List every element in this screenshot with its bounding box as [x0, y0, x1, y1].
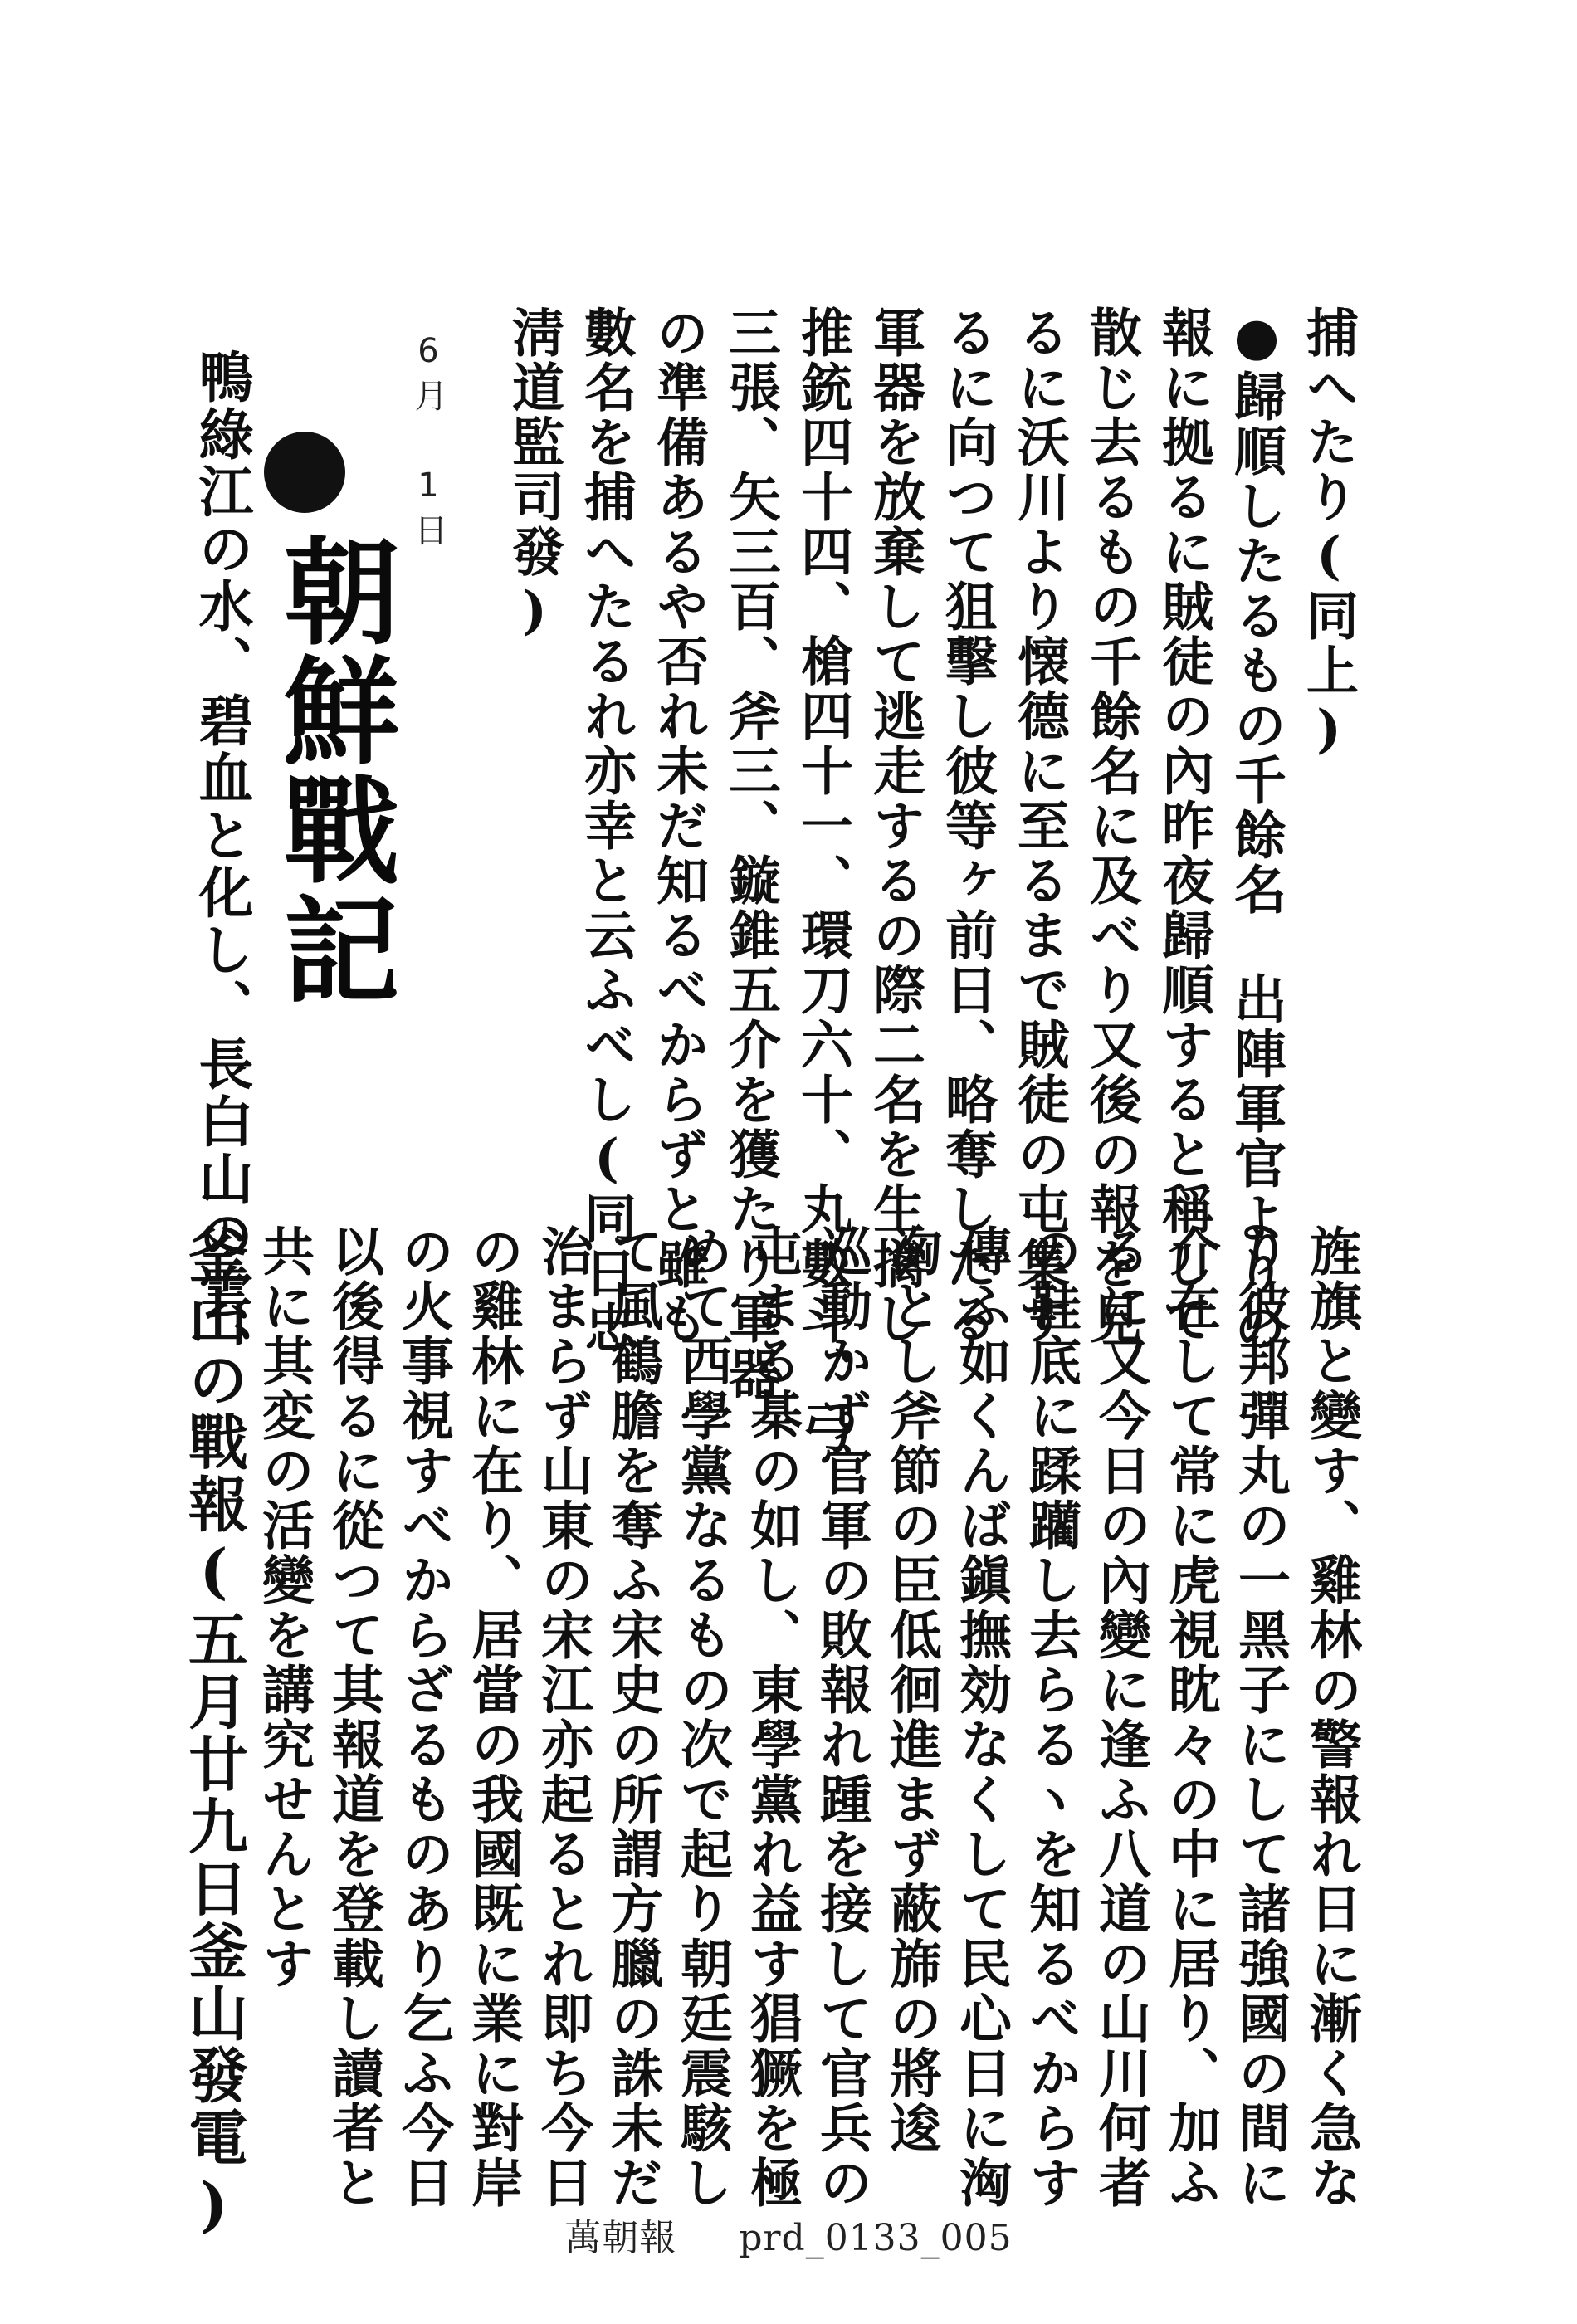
article-top-column: 三張、矢三百、斧三、鏇錐五介を獲たり軍器 — [720, 305, 782, 1401]
article-top-column: 捕へたり(同上) — [1298, 305, 1360, 762]
article-top-column: 散じ去るもの千餘名に及べり又後の報を見 — [1081, 305, 1143, 1346]
article-top-column: の準備あるや否れ未だ知るべからずと雖も — [648, 305, 710, 1346]
page-footer — [0, 2208, 1577, 2261]
article-bottom-column: り彼邦彈丸の一黑子にして諸強國の間に — [1230, 1224, 1291, 2210]
bullet-icon — [264, 432, 345, 513]
article-bottom-column: 治まらず山東の宋江亦起るとれ即ち今日 — [533, 1224, 594, 2210]
article-bottom-column: の鞋底に蹂躪し去らるヽを知るべからす — [1021, 1224, 1082, 2210]
article-top-column: るに沃川より懐德に至るまで賊徒の屯集す — [1009, 305, 1071, 1346]
article-bottom-column: 傳ふ如くんば鎭撫効なくして民心日に洶 — [951, 1224, 1013, 2210]
article-top-column: 軍器を放棄して逃走するの際二名を生擒し — [865, 305, 926, 1346]
article-top-column: ●歸順したるもの千餘名 出陣軍官よりの — [1226, 305, 1287, 1355]
publication-name: 萬朝報 — [564, 2217, 677, 2259]
headline: 朝鮮戰記 — [264, 531, 400, 1009]
subtitle: 鴨綠江の水、碧血と化し、長白山の雲、 — [189, 349, 254, 1379]
article-top-column: 推銃四十四、槍四十一、環刀六十、丸數斗、弓 — [793, 305, 854, 1456]
article-top-column: るに向つて狙擊し彼等ヶ前日、略奪したる — [937, 305, 998, 1346]
article-bottom-column: 介在して常に虎視眈々の中に居り、加ふ — [1160, 1224, 1222, 2210]
article-bottom-column: て風鶴膽を奪ふ宋史の所謂方臘の誅未だ — [603, 1224, 664, 2210]
article-bottom-column: 巡動かず官軍の敗報れ踵を接して官兵の — [812, 1224, 873, 2210]
article-top-column: 報に拠るに賊徒の內昨夜歸順すると稱して — [1154, 305, 1215, 1346]
page-code: prd_0133_005 — [739, 2217, 1013, 2259]
article-bottom-column: 共に其変の活變を講究せんとす — [254, 1224, 315, 1991]
article-bottom-column: めて西學黨なるもの次で起り朝廷震駭し — [672, 1224, 734, 2210]
article-bottom-column: 以後得るに從つて其報道を登載し讀者と — [324, 1224, 385, 2210]
article-bottom-column: 洶とし斧節の臣低徊進まず蔽旆の將逡 — [881, 1224, 943, 2156]
article-bottom-column: 屯まる棊の如し、東學黨れ益す猖獗を極 — [742, 1224, 803, 2210]
article-bottom-column: の雞林に在り、居當の我國既に業に對岸 — [463, 1224, 525, 2210]
section-heading-busan: 釜山の戰報(五月廿九日釜山發電) — [178, 1224, 249, 2242]
article-bottom-column: るに又今日の內變に逢ふ八道の山川何者 — [1091, 1224, 1152, 2210]
article-top-column: 數名を捕へたるれ亦幸と云ふべし(同日忠 — [576, 305, 637, 1355]
article-bottom-column: の火事視すべからざるものあり乞ふ今日 — [393, 1224, 455, 2210]
date-label: 6月 1日 — [409, 332, 447, 554]
article-bottom-column: 旌旗と變す、雞林の警報れ日に漸く急な — [1301, 1224, 1363, 2210]
article-top-column-end: 淸道監司發) — [504, 305, 565, 643]
